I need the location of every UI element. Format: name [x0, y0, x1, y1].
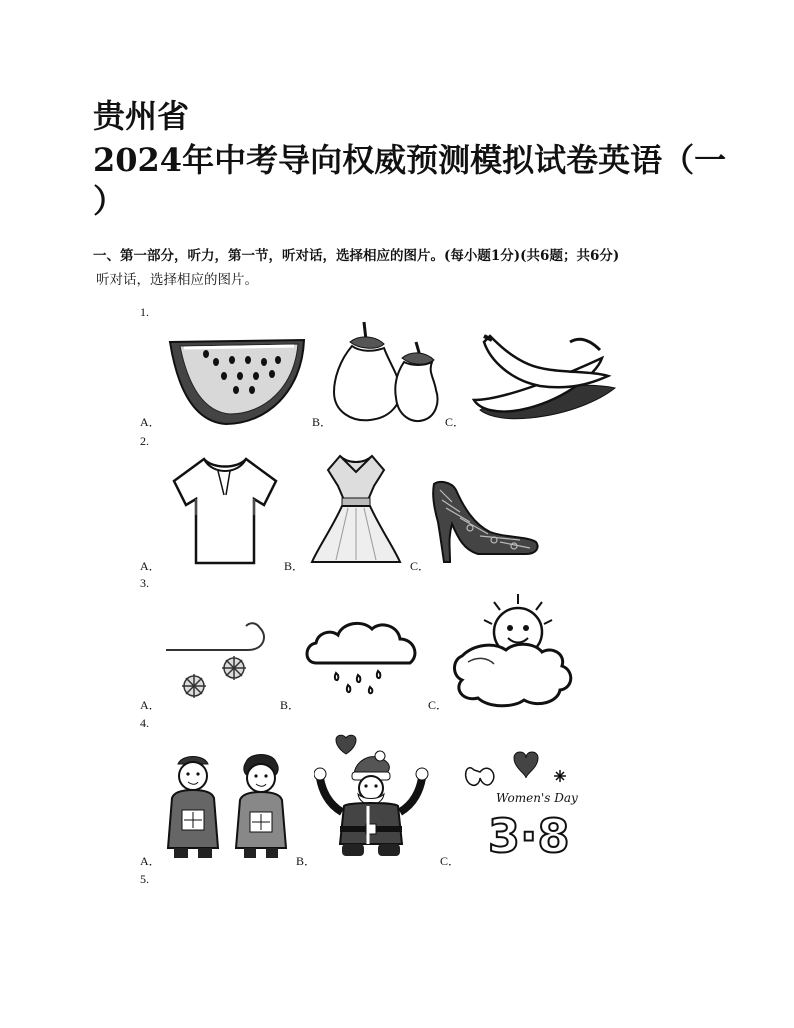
question-4-option-b-label: B．: [296, 854, 317, 868]
spring-festival-children-picture[interactable]: [160, 752, 296, 862]
womens-day-number: 3·8: [488, 809, 570, 860]
question-1-option-b-label: B．: [312, 415, 333, 429]
santa-claus-picture[interactable]: [314, 734, 430, 864]
question-5-number: 5.: [140, 872, 149, 886]
bananas-picture[interactable]: [470, 330, 620, 422]
snowy-cloud-picture[interactable]: [164, 610, 270, 706]
page-title-line-3: ）: [93, 182, 126, 220]
question-2-option-c-label: C．: [410, 559, 431, 573]
question-4-number: 4.: [140, 716, 149, 730]
question-3-option-c-label: C．: [428, 698, 449, 712]
question-4-option-a-label: A．: [140, 854, 161, 868]
question-3-option-b-label: B．: [280, 698, 301, 712]
high-heel-shoe-picture[interactable]: [430, 478, 542, 564]
question-3-option-a-label: A．: [140, 698, 161, 712]
rain-cloud-picture[interactable]: [302, 615, 424, 695]
dress-picture[interactable]: [308, 448, 404, 568]
watermelon-slice-picture[interactable]: [166, 332, 308, 428]
womens-day-logo-picture[interactable]: [462, 748, 582, 860]
section-heading: 一、第一部分，听力，第一节，听对话，选择相应的图片。(每小题1分)(共6题；共6分): [93, 248, 620, 264]
question-2-number: 2.: [140, 434, 149, 448]
pears-picture[interactable]: [330, 320, 440, 426]
sun-behind-cloud-picture[interactable]: [448, 592, 578, 710]
page-title-line-1: 贵州省: [93, 97, 190, 135]
womens-day-text: Women's Day: [496, 791, 578, 805]
question-2-option-a-label: A．: [140, 559, 161, 573]
page-title-line-2: 2024年中考导向权威预测模拟试卷英语（一: [93, 141, 727, 179]
question-1-option-c-label: C．: [445, 415, 466, 429]
question-1-number: 1.: [140, 305, 149, 319]
section-instruction: 听对话，选择相应的图片。: [96, 272, 258, 288]
question-4-option-c-label: C．: [440, 854, 461, 868]
t-shirt-picture[interactable]: [168, 455, 282, 567]
question-1-option-a-label: A．: [140, 415, 161, 429]
question-3-number: 3.: [140, 576, 149, 590]
question-2-option-b-label: B．: [284, 559, 305, 573]
